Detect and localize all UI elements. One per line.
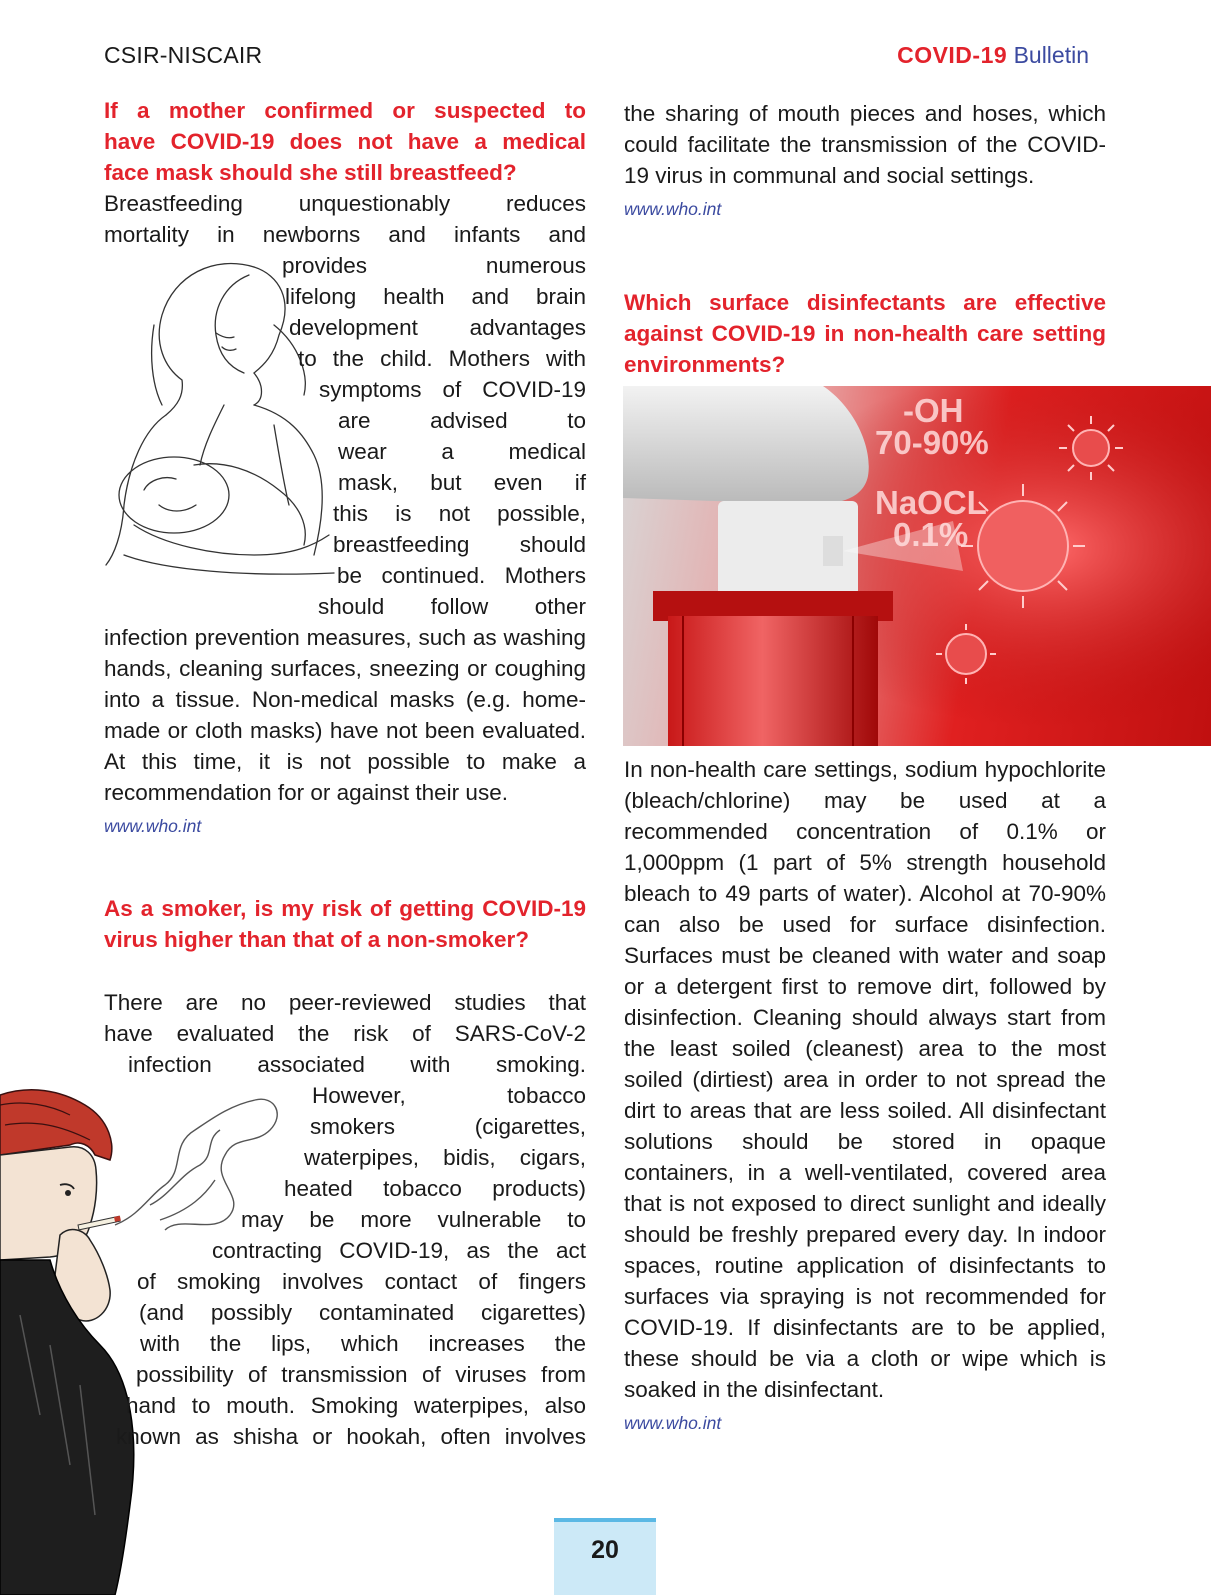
body-line: known as shisha or hookah, often involves (116, 1424, 586, 1449)
body-line: possibility of transmission of viruses from (136, 1362, 586, 1387)
body-line: heated tobacco products) (284, 1176, 586, 1201)
body-line: breastfeeding should (333, 532, 586, 557)
body-line: development advantages (289, 315, 586, 340)
body-line: have evaluated the risk of SARS-CoV-2 (104, 1021, 586, 1046)
body-line: lifelong health and brain (285, 284, 586, 309)
body-line: However, tobacco (312, 1083, 586, 1108)
body-line: mask, but even if (338, 470, 586, 495)
question-3-title (624, 287, 1106, 380)
photo-label-naocl-concentration: 0.1% (893, 516, 969, 553)
question-1-title (104, 95, 586, 188)
bulletin-title-covid: COVID-19 (897, 42, 1008, 68)
body-line: wear a medical (338, 439, 586, 464)
body-line: with the lips, which increases the (140, 1331, 586, 1356)
body-line: smokers (cigarettes, (310, 1114, 586, 1139)
body-line: mortality in newborns and infants and (104, 222, 586, 247)
photo-label-oh: -OH (903, 392, 964, 429)
body-paragraph: In non-health care settings, sodium hypochlorite (bleach/chlorine) may be used at a recommended concentration of 0.1% or 1,000ppm (1 part of 5% strength household bleach to 49 parts of water). Alcohol at 70-90% can also be used for surface disinfection. Surfaces must be cleaned with water and soap or a detergent first to remove dirt, followed by disinfection. Cleaning should always start from the least soiled (cleanest) area to the most soiled (dirtiest) area in order to not spread the dirt to areas that are less soiled. All disinfectant solutions should be stored in opaque containers, in a well-ventilated, covered area that is not exposed to direct sunlight and ideally should be freshly prepared every day. In indoor spaces, routine application of disinfectants to surfaces via spraying is not recommended for COVID-19. If disinfectants are to be applied, these should be via a cloth or wipe which is soaked in the disinfectant. (624, 757, 1106, 1402)
question-1-body-intro (104, 188, 586, 250)
question-1-body-wrap-1 (282, 250, 586, 622)
body-paragraph: the sharing of mouth pieces and hoses, which could facilitate the transmission of the COVID-19 virus in communal and social settings. (624, 101, 1106, 188)
question-2-title (104, 893, 586, 955)
body-line: should follow other (318, 594, 586, 619)
source-link[interactable]: www.who.int (104, 816, 202, 836)
question-1-title-line: If a mother confirmed or suspected to (104, 98, 586, 123)
body-paragraph: infection prevention measures, such as washing hands, cleaning surfaces, sneezing or coughing into a tissue. Non-medical masks (e.g. home-made or cloth masks) have not been evaluated. At this time, it is not possible to make a recommendation for or against their use. (104, 625, 586, 805)
source-link[interactable]: www.who.int (624, 1413, 722, 1433)
body-line: of smoking involves contact of fingers (137, 1269, 586, 1294)
body-line: symptoms of COVID-19 (319, 377, 586, 402)
bulletin-title-word: Bulletin (1013, 42, 1089, 68)
body-line: waterpipes, bidis, cigars, (304, 1145, 586, 1170)
disinfectant-spray-photo (623, 386, 1211, 746)
body-line: are advised to (338, 408, 586, 433)
bulletin-title (897, 42, 1089, 69)
photo-label-alcohol-concentration: 70-90% (875, 424, 989, 461)
body-line: to the child. Mothers with (298, 346, 586, 371)
source-link[interactable]: www.who.int (624, 199, 722, 219)
body-line: may be more vulnerable to (241, 1207, 586, 1232)
question-1-title-line: face mask should she still breastfeed? (104, 160, 517, 185)
photo-label-naocl: NaOCL (875, 484, 987, 521)
body-line: There are no peer-reviewed studies that (104, 990, 586, 1015)
body-line: provides numerous (282, 253, 586, 278)
page-number-text: 20 (591, 1536, 619, 1564)
question-3-body (624, 754, 1106, 1435)
body-line: contracting COVID-19, as the act (212, 1238, 586, 1263)
question-1-body-tail (104, 622, 586, 838)
body-line: this is not possible, (333, 501, 586, 526)
question-2-body-wrap (104, 1049, 586, 1452)
publisher-name: CSIR-NISCAIR (104, 42, 263, 68)
body-line: Breastfeeding unquestionably reduces (104, 191, 586, 216)
body-line: (and possibly contaminated cigarettes) (139, 1300, 586, 1325)
body-line: be continued. Mothers (337, 563, 586, 588)
question-2-title-text: As a smoker, is my risk of getting COVID-19 virus higher than that of a non-smoker? (104, 896, 586, 952)
question-3-title-text: Which surface disinfectants are effective against COVID-19 in non-health care setting environments? (624, 290, 1106, 377)
question-2-body-intro (104, 987, 586, 1049)
body-line: hand to mouth. Smoking waterpipes, also (126, 1393, 586, 1418)
body-line: infection associated with smoking. (128, 1052, 586, 1077)
page-number (554, 1518, 656, 1595)
question-1-title-line: have COVID-19 does not have a medical (104, 129, 586, 154)
question-2-continuation (624, 98, 1106, 221)
